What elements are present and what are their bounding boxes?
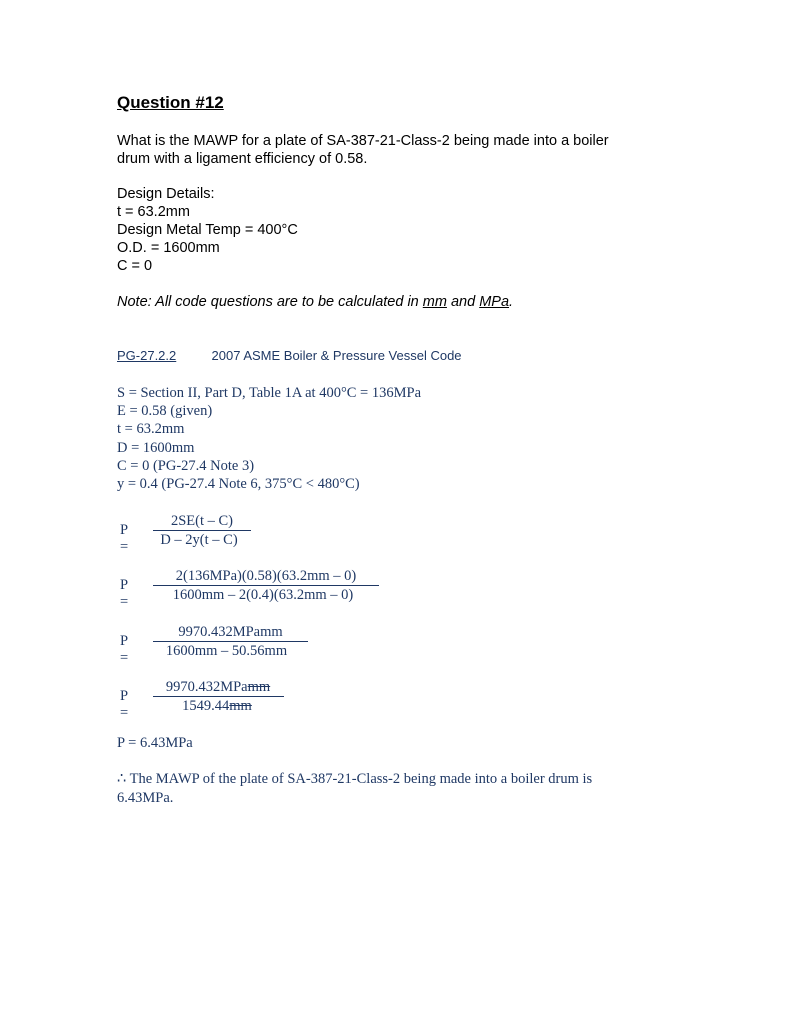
design-detail-temp: Design Metal Temp = 400°C (117, 222, 298, 238)
units-note (117, 293, 513, 311)
question-title: Question #12 (117, 93, 224, 112)
design-detail-c: C = 0 (117, 258, 153, 274)
equation-lhs: P = (120, 633, 129, 666)
conclusion (117, 770, 592, 807)
denominator-value: 1549.44 (182, 698, 230, 714)
question-text (117, 132, 609, 168)
fraction-bar (153, 696, 284, 697)
question-text-line1: What is the MAWP for a plate of SA-387-21-Class-2 being made into a boiler (117, 133, 609, 149)
design-detail-thickness: t = 63.2mm (117, 204, 190, 220)
equation-lhs: P = (120, 522, 129, 555)
question-text-line2: drum with a ligament efficiency of 0.58. (117, 151, 368, 167)
equation-lhs: P = (120, 688, 129, 721)
equation-denominator: D – 2y(t – C) (160, 532, 238, 548)
variable-s: S = Section II, Part D, Table 1A at 400°C = 136MPa (117, 385, 422, 401)
code-title: 2007 ASME Boiler & Pressure Vessel Code (211, 348, 462, 363)
numerator-value: 9970.432MPa (165, 679, 248, 695)
fraction-bar (153, 585, 379, 586)
fraction-bar (153, 641, 308, 642)
variable-y: y = 0.4 (PG-27.4 Note 6, 375°C < 480°C) (117, 476, 360, 493)
conclusion-line2: 6.43MPa. (117, 789, 174, 806)
fraction-bar (153, 530, 251, 531)
conclusion-line1: ∴ The MAWP of the plate of SA-387-21-Class-2 being made into a boiler drum is (117, 771, 593, 787)
variable-d: D = 1600mm (117, 439, 195, 456)
equation-numerator: 2(136MPa)(0.58)(63.2mm – 0) (175, 568, 357, 584)
design-detail-od: O.D. = 1600mm (117, 240, 220, 256)
equation-denominator (153, 698, 281, 715)
design-details-heading: Design Details: (117, 186, 215, 202)
equation-denominator: 1600mm – 2(0.4)(63.2mm – 0) (172, 587, 354, 603)
design-details (117, 185, 298, 275)
equation-lhs: P = (120, 577, 129, 610)
note-prefix: Note: All code questions are to be calculated in (117, 294, 423, 310)
code-reference (117, 348, 462, 363)
equation-numerator: 2SE(t – C) (170, 513, 234, 529)
variable-c: C = 0 (PG-27.4 Note 3) (117, 457, 255, 474)
note-unit-mpa: MPa (479, 294, 510, 310)
variable-e: E = 0.58 (given) (117, 403, 213, 420)
cancelled-unit: mm (247, 679, 271, 695)
note-middle: and (446, 294, 480, 310)
equation-numerator (153, 679, 283, 696)
variable-list (117, 384, 421, 493)
note-unit-mm: mm (422, 294, 447, 310)
result: P = 6.43MPa (117, 735, 193, 751)
cancelled-unit: mm (229, 698, 252, 714)
equation-denominator: 1600mm – 50.56mm (165, 643, 288, 659)
variable-t: t = 63.2mm (117, 421, 185, 438)
note-suffix: . (509, 294, 514, 310)
equation-numerator: 9970.432MPamm (178, 624, 283, 640)
reference-section: PG-27.2.2 (117, 348, 177, 363)
